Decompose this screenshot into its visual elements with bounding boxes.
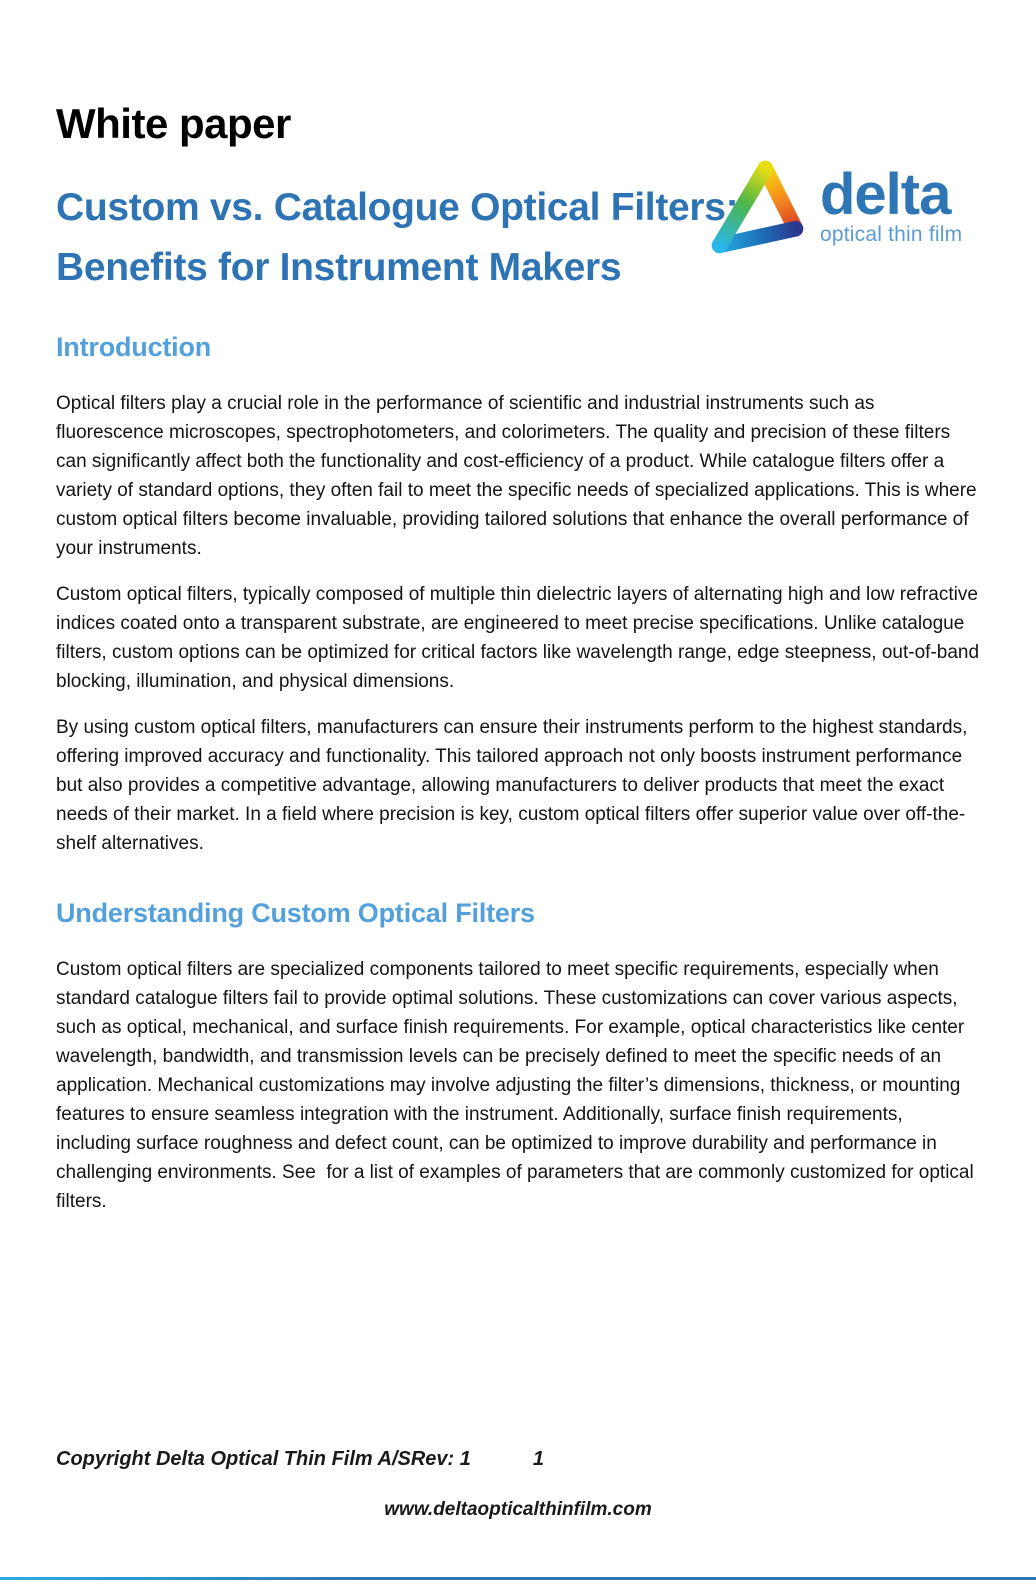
whitepaper-page: [0, 100, 1036, 1580]
footer: [56, 1448, 544, 1471]
document-kicker: White paper: [56, 100, 291, 147]
paragraph: Custom optical filters, typically composed of multiple thin dielectric layers of alternating high and low refractive indices coated onto a transparent substrate, are engineered to meet precise specifications. Unlike catalogue filters, custom options can be optimized for critical factors like wavelength range, edge steepness, out-of-band blocking, illumination, and physical dimensions.: [56, 584, 985, 692]
footer-copyright: Copyright Delta Optical Thin Film A/S: [56, 1448, 411, 1470]
section-heading-introduction: Introduction: [56, 332, 212, 362]
delta-logo: [706, 152, 978, 264]
section-heading-understanding-custom-optical-filters: Understanding Custom Optical Filters: [56, 898, 535, 928]
logo-text: [820, 162, 963, 247]
document-title-line2: Benefits for Instrument Makers: [56, 246, 622, 289]
website-link[interactable]: www.deltaopticalthinfilm.com: [384, 1499, 652, 1520]
logo-brand: delta: [820, 162, 951, 227]
footer-revision: Rev: 1: [410, 1448, 471, 1470]
paragraph: Custom optical filters are specialized components tailored to meet specific requirements, especially when standard catalogue filters fail to provide optimal solutions. These customizations can cover various aspects, such as optical, mechanical, and surface finish requirements. For example, optical characteristics like center wavelength, bandwidth, and transmission levels can be precisely defined to meet the specific needs of an application. Mechanical customizations may involve adjusting the filter’s dimensions, thickness, or mounting features to ensure seamless integration with the instrument. Additionally, surface finish requirements, including surface roughness and defect count, can be optimized to improve durability and performance in challenging environments. See for a list of examples of parameters that are commonly customized for optical filters.: [56, 959, 979, 1212]
gradient-triangle-icon: [706, 152, 810, 264]
logo-tagline: optical thin film: [820, 223, 963, 246]
paragraph: Optical filters play a crucial role in the performance of scientific and industrial instruments such as fluorescence microscopes, spectrophotometers, and colorimeters. The quality and precision of these filters can significantly affect both the functionality and cost-efficiency of a product. While catalogue filters offer a variety of standard options, they often fail to meet the specific needs of specialized applications. This is where custom optical filters become invaluable, providing tailored solutions that enhance the overall performance of your instruments.: [56, 393, 982, 559]
page-number: 1: [532, 1448, 544, 1470]
document-title-line1: Custom vs. Catalogue Optical Filters:: [56, 186, 739, 229]
paragraph: By using custom optical filters, manufacturers can ensure their instruments perform to the highest standards, offering improved accuracy and functionality. This tailored approach not only boosts instrument performance but also provides a competitive advantage, allowing manufacturers to deliver products that meet the exact needs of their market. In a field where precision is key, custom optical filters offer superior value over off-the-shelf alternatives.: [56, 717, 973, 854]
